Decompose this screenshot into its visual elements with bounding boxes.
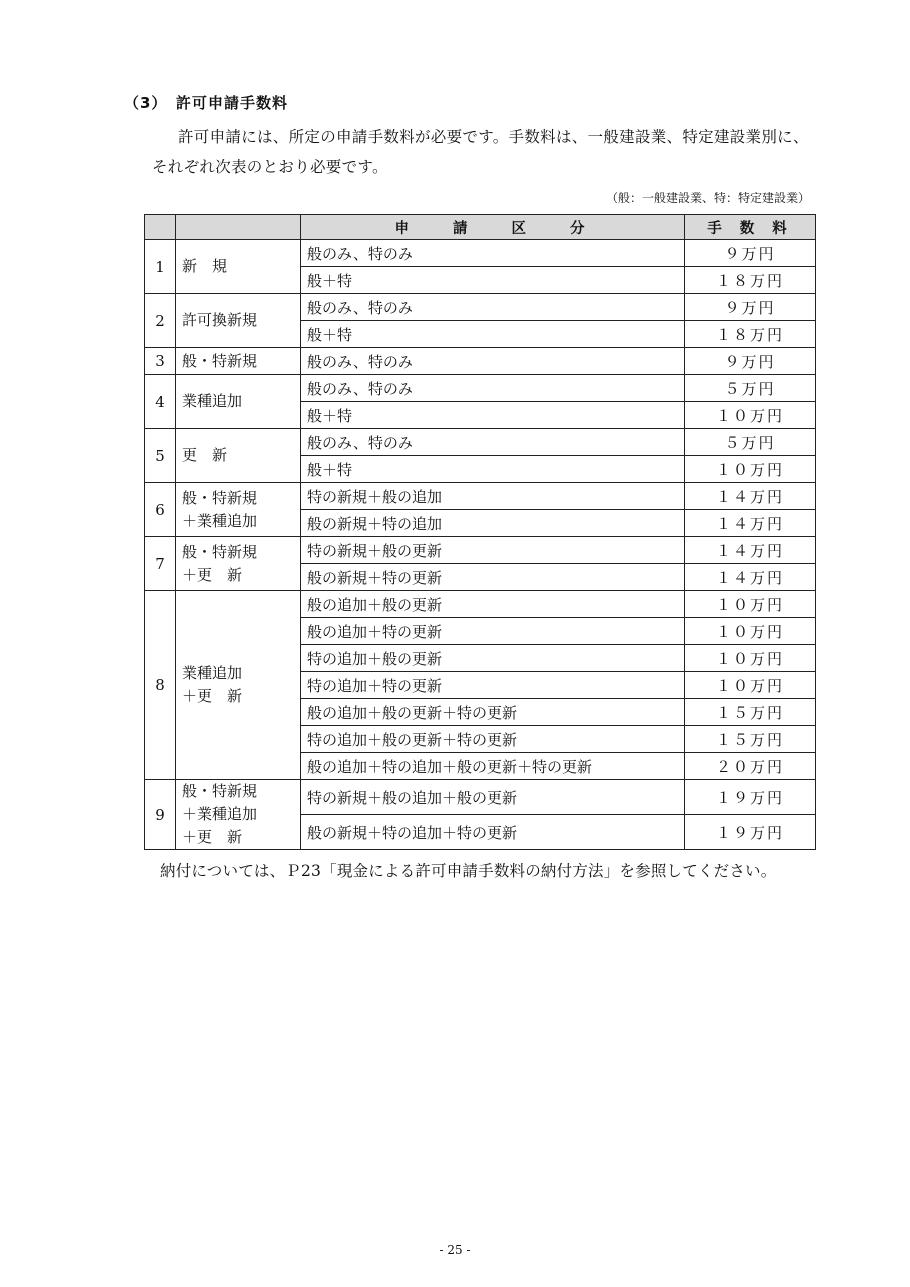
section-heading: （3） 許可申請手数料 — [124, 94, 288, 112]
table-row — [145, 780, 816, 815]
fee-amount: １０万円 — [685, 456, 816, 483]
abbreviation-legend: （般：一般建設業、特：特定建設業） — [605, 191, 810, 205]
group-number: 2 — [145, 294, 176, 348]
fee-amount: ２０万円 — [685, 753, 816, 780]
table-row — [145, 240, 816, 267]
table-row — [145, 348, 816, 375]
fee-amount: １４万円 — [685, 564, 816, 591]
fee-amount: １９万円 — [685, 780, 816, 815]
group-name: 般・特新規 — [176, 348, 301, 375]
group-number: 4 — [145, 375, 176, 429]
application-type: 般の追加＋特の追加＋般の更新＋特の更新 — [301, 753, 685, 780]
group-name: 業種追加 — [176, 375, 301, 429]
header-category: 申請区分 — [301, 215, 685, 240]
group-name: 般・特新規 ＋業種追加 — [176, 483, 301, 537]
application-type: 般の新規＋特の追加 — [301, 510, 685, 537]
header-blank — [176, 215, 301, 240]
application-type: 般＋特 — [301, 267, 685, 294]
application-type: 般＋特 — [301, 402, 685, 429]
payment-note: 納付については、Ｐ23「現金による許可申請手数料の納付方法」を参照してください。 — [160, 862, 777, 880]
fee-amount: １０万円 — [685, 645, 816, 672]
fee-table-body — [145, 240, 816, 850]
application-type: 般＋特 — [301, 321, 685, 348]
intro-paragraph: 許可申請には、所定の申請手数料が必要です。手数料は、一般建設業、特定建設業別に、それぞれ次表のとおり必要です。 — [152, 128, 809, 176]
fee-amount: １０万円 — [685, 402, 816, 429]
application-type: 般のみ、特のみ — [301, 294, 685, 321]
page-number: - 25 - — [439, 1243, 471, 1257]
group-name: 更 新 — [176, 429, 301, 483]
table-row — [145, 429, 816, 456]
application-type: 般のみ、特のみ — [301, 375, 685, 402]
application-type: 特の追加＋般の更新 — [301, 645, 685, 672]
group-number: 8 — [145, 591, 176, 780]
header-fee: 手数料 — [685, 215, 816, 240]
group-name: 般・特新規 ＋業種追加 ＋更 新 — [176, 780, 301, 850]
fee-amount: １８万円 — [685, 321, 816, 348]
fee-amount: １８万円 — [685, 267, 816, 294]
table-row — [145, 537, 816, 564]
application-type: 特の追加＋特の更新 — [301, 672, 685, 699]
application-type: 般のみ、特のみ — [301, 348, 685, 375]
fee-amount: １４万円 — [685, 483, 816, 510]
group-number: 3 — [145, 348, 176, 375]
group-number: 7 — [145, 537, 176, 591]
application-type: 特の新規＋般の追加＋般の更新 — [301, 780, 685, 815]
group-number: 1 — [145, 240, 176, 294]
application-type: 般の追加＋般の更新＋特の更新 — [301, 699, 685, 726]
table-row — [145, 294, 816, 321]
application-type: 特の新規＋般の追加 — [301, 483, 685, 510]
fee-amount: １５万円 — [685, 699, 816, 726]
group-name: 般・特新規 ＋更 新 — [176, 537, 301, 591]
group-number: 9 — [145, 780, 176, 850]
group-name: 許可換新規 — [176, 294, 301, 348]
group-name: 新 規 — [176, 240, 301, 294]
fee-amount: １５万円 — [685, 726, 816, 753]
group-name: 業種追加 ＋更 新 — [176, 591, 301, 780]
table-row — [145, 375, 816, 402]
application-type: 般のみ、特のみ — [301, 429, 685, 456]
application-type: 般の新規＋特の追加＋特の更新 — [301, 815, 685, 850]
fee-amount: ９万円 — [685, 294, 816, 321]
table-row — [145, 591, 816, 618]
application-type: 般の追加＋般の更新 — [301, 591, 685, 618]
fee-table — [144, 214, 816, 850]
application-type: 般のみ、特のみ — [301, 240, 685, 267]
application-type: 般＋特 — [301, 456, 685, 483]
fee-amount: １０万円 — [685, 672, 816, 699]
application-type: 特の新規＋般の更新 — [301, 537, 685, 564]
header-blank — [145, 215, 176, 240]
application-type: 般の追加＋特の更新 — [301, 618, 685, 645]
fee-amount: １４万円 — [685, 537, 816, 564]
application-type: 般の新規＋特の更新 — [301, 564, 685, 591]
fee-amount: １９万円 — [685, 815, 816, 850]
application-type: 特の追加＋般の更新＋特の更新 — [301, 726, 685, 753]
fee-amount: １０万円 — [685, 591, 816, 618]
fee-amount: ５万円 — [685, 375, 816, 402]
group-number: 5 — [145, 429, 176, 483]
fee-amount: ５万円 — [685, 429, 816, 456]
group-number: 6 — [145, 483, 176, 537]
table-header-row — [145, 215, 816, 240]
fee-amount: １４万円 — [685, 510, 816, 537]
table-row — [145, 483, 816, 510]
fee-amount: ９万円 — [685, 240, 816, 267]
fee-amount: １０万円 — [685, 618, 816, 645]
fee-amount: ９万円 — [685, 348, 816, 375]
